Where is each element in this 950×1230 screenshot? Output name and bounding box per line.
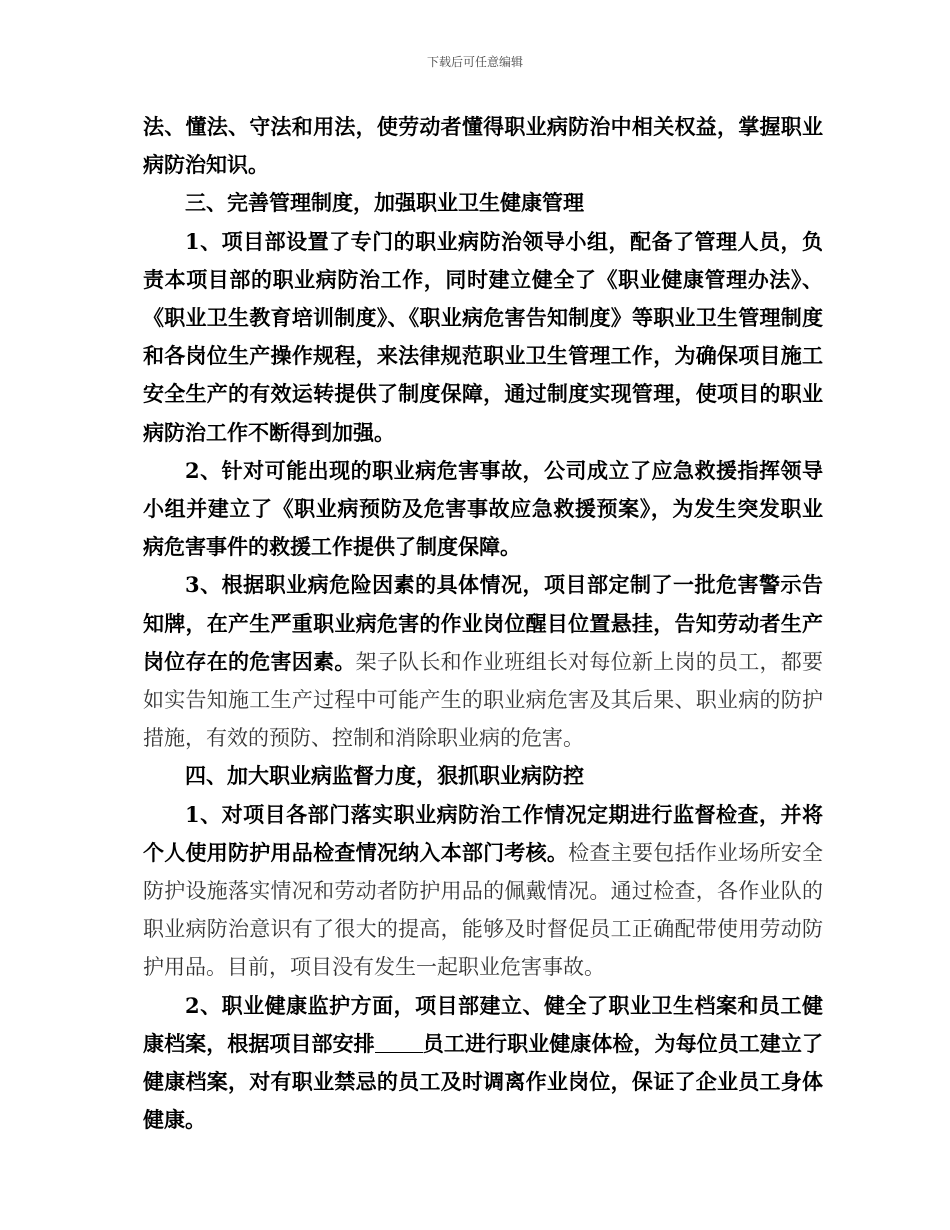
section-heading-4: 四、加大职业病监督力度，狠抓职业病防控 (185, 763, 584, 789)
paragraph-health-monitoring (143, 987, 823, 1140)
health-monitoring-text-b: 员工进行职业健康体检，为每位员工建立了健康档案，对有职业禁忌的员工及时调离作业岗位，保证了企业员工身体健康。 (143, 1030, 823, 1133)
warning-signs-plain-text: 架子队长和作业班组长对每位新上岗的员工，都要如实告知施工生产过程中可能产生的职业病危害及其后果、职业病的防护措施，有效的预防、控制和消除职业病的危害。 (143, 649, 824, 751)
blank-fill-line (375, 1031, 423, 1053)
page-header: 下载后可任意编辑 (426, 55, 523, 69)
paragraph-emergency-plan: 2、针对可能出现的职业病危害事故，公司成立了应急救援指挥领导小组并建立了《职业病预防及危害事故应急救援预案》，为发生突发职业病危害事件的救援工作提供了制度保障。 (143, 457, 823, 560)
paragraph-supervision (143, 796, 823, 987)
paragraph-legal-knowledge: 法、懂法、守法和用法，使劳动者懂得职业病防治中相关权益，掌握职业病防治知识。 (143, 114, 823, 178)
paragraph-warning-signs (143, 566, 823, 757)
health-monitoring-text-a: 2、职业健康监护方面，项目部建立、健全了职业卫生档案和员工健康档案，根据项目部安排 (143, 992, 823, 1056)
section-heading-3: 三、完善管理制度，加强职业卫生健康管理 (185, 190, 584, 216)
supervision-bold-text: 1、对项目各部门落实职业病防治工作情况定期进行监督检查，并将个人使用防护用品检查情况纳入本部门考核。 (143, 801, 823, 865)
document-body (143, 108, 823, 1139)
supervision-plain-text: 检查主要包括作业场所安全防护设施落实情况和劳动者防护用品的佩戴情况。通过检查，各作业队的职业病防治意识有了很大的提高，能够及时督促员工正确配带使用劳动防护用品。目前，项目没有发生一起职业危害事故。 (143, 840, 824, 980)
paragraph-management-group: 1、项目部设置了专门的职业病防治领导小组，配备了管理人员，负责本项目部的职业病防治工作，同时建立健全了《职业健康管理办法》、《职业卫生教育培训制度》、《职业病危害告知制度》等职业卫生管理制度和各岗位生产操作规程，来法律规范职业卫生管理工作，为确保项目施工安全生产的有效运转提供了制度保障，通过制度实现管理，使项目的职业病防治工作不断得到加强。 (143, 228, 823, 445)
warning-signs-bold-text: 3、根据职业病危险因素的具体情况，项目部定制了一批危害警示告知牌，在产生严重职业病危害的作业岗位醒目位置悬挂，告知劳动者生产岗位存在的危害因素。 (143, 572, 823, 674)
